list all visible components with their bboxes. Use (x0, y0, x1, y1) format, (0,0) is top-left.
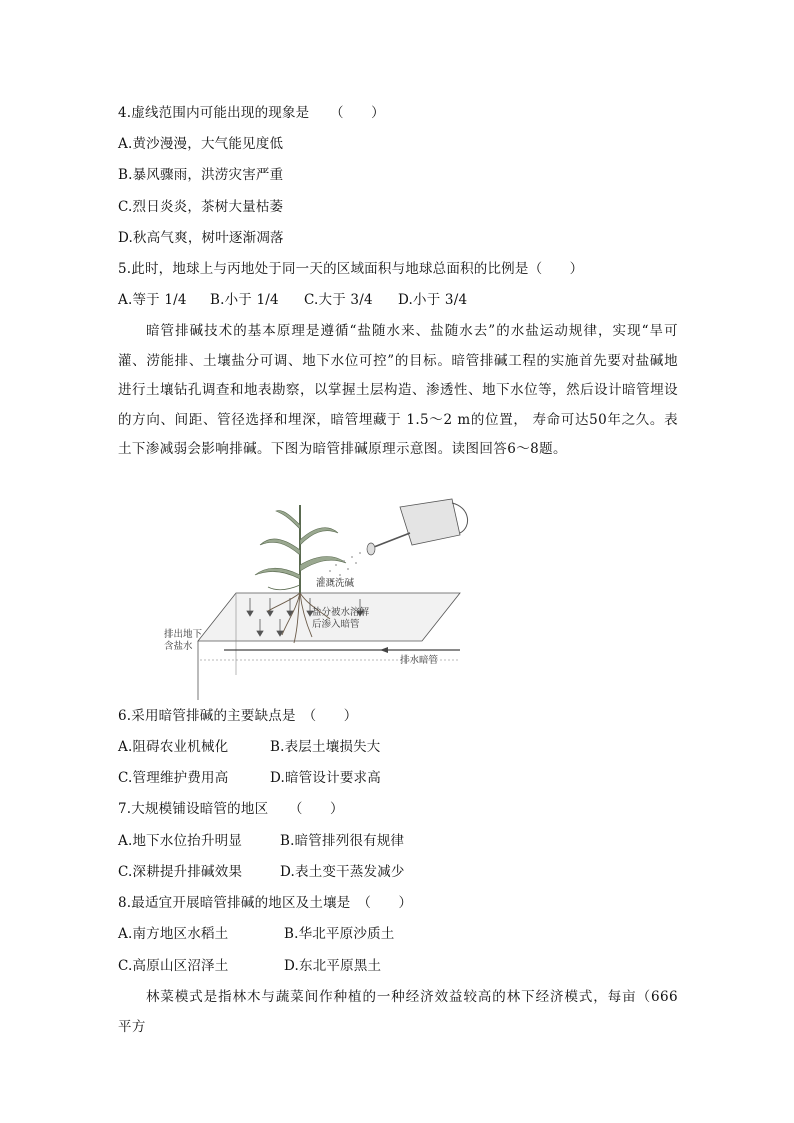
q7-stem: 7.大规模铺设暗管的地区 （ ） (118, 801, 344, 817)
q6-option-b: B.表层土壤损失大 (270, 739, 381, 755)
q8-option-d: D.东北平原黑土 (284, 958, 382, 974)
q8-option-c: C.高原山区沼泽土 (118, 958, 229, 974)
q6-option-a: A.阻碍农业机械化 (118, 739, 229, 755)
q7-option-d: D.表土变干蒸发减少 (280, 864, 405, 880)
q5-stem: 5.此时，地球上与丙地处于同一天的区域面积与地球总面积的比例是（ ） (118, 261, 584, 277)
label-irrigate: 灌溉洗碱 (316, 578, 355, 589)
q4-option-b: B.暴风骤雨，洪涝灾害严重 (118, 167, 284, 183)
q6-option-d: D.暗管设计要求高 (270, 770, 381, 786)
q8-options-row-1 (118, 925, 395, 943)
q7-option-a: A.地下水位抬升明显 (118, 833, 243, 849)
q7-option-b: B.暗管排列很有规律 (280, 833, 405, 849)
q6-options-row-1 (118, 738, 381, 756)
q5-option-a: A.等于 1/4 (118, 292, 187, 308)
label-discharge: 排出地下 (164, 629, 203, 640)
label-salt: 盐分被水溶解 (312, 607, 370, 618)
passage-forest-vegetable: 林菜模式是指林木与蔬菜间作种植的一种经济效益较高的林下经济模式，每亩（666 平方 (118, 989, 678, 1035)
q8-stem: 8.最适宜开展暗管排碱的地区及土壤是 （ ） (118, 895, 413, 911)
drainage-diagram-svg (160, 495, 480, 700)
q5-option-b: B.小于 1/4 (210, 292, 279, 308)
q6-stem: 6.采用暗管排碱的主要缺点是 （ ） (118, 708, 358, 724)
passage-drainage: 暗管排碱技术的基本原理是遵循“盐随水来、盐随水去”的水盐运动规律，实现“旱可灌、涝能排、土壤盐分可调、地下水位可控”的目标。暗管排碱工程的实施首先要对盐碱地进行土壤钻孔调查和地表勘察，以掌握土层构造、渗透性、地下水位等，然后设计暗管埋设的方向、间距、管径选择和埋深，暗管埋藏于 1.5～2 m的位置， 寿命可达50年之久。表土下渗减弱会影响排碱。下图为暗管排碱原理示意图。读图回答6～8题。 (118, 323, 678, 457)
q7-option-c: C.深耕提升排碱效果 (118, 864, 243, 880)
q6-options-row-2 (118, 769, 381, 787)
q8-option-b: B.华北平原沙质土 (284, 926, 395, 942)
q7-options-row-2 (118, 863, 405, 881)
q5-options (118, 291, 467, 309)
label-salt-2: 后渗入暗管 (312, 619, 360, 630)
q7-options-row-1 (118, 832, 404, 850)
pipe-arrow (380, 647, 388, 653)
label-discharge-2: 含盐水 (164, 641, 193, 652)
label-pipe: 排水暗管 (400, 655, 439, 666)
q4-option-c: C.烈日炎炎，茶树大量枯萎 (118, 199, 284, 215)
q8-options-row-2 (118, 957, 381, 975)
drainage-diagram (160, 495, 480, 700)
watering-can-icon (367, 499, 468, 555)
q5-option-c: C.大于 3/4 (304, 292, 373, 308)
q4-option-a: A.黄沙漫漫，大气能见度低 (118, 136, 284, 152)
q4-stem: 4.虚线范围内可能出现的现象是 （ ） (118, 105, 385, 121)
q8-option-a: A.南方地区水稻土 (118, 926, 229, 942)
q6-option-c: C.管理维护费用高 (118, 770, 229, 786)
q4-option-d: D.秋高气爽，树叶逐渐凋落 (118, 230, 284, 246)
q5-option-d: D.小于 3/4 (398, 292, 468, 308)
